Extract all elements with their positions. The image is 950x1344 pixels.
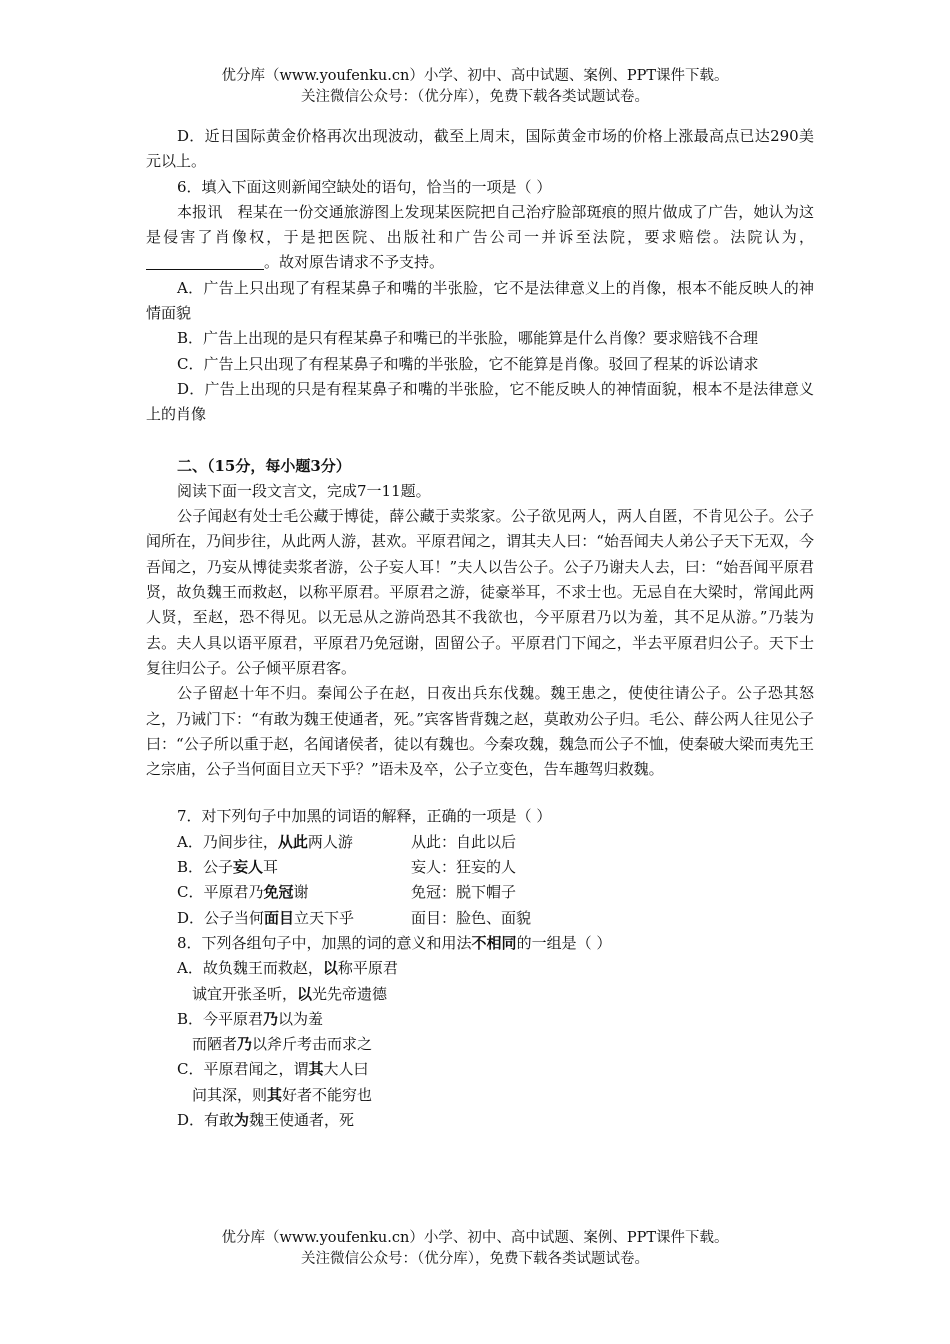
answer-blank bbox=[146, 253, 264, 270]
q7-option-b: B．公子妄人耳 妄人：狂妄的人 bbox=[146, 855, 814, 880]
q7-option-c: C．平原君乃免冠谢 免冠：脱下帽子 bbox=[146, 880, 814, 905]
q8-option-a-2: 诚宜开张圣听，以光先帝遗德 bbox=[192, 984, 388, 1003]
q6-stem: 6．填入下面这则新闻空缺处的语句，恰当的一项是（ ） bbox=[177, 177, 552, 196]
q6-option-b: B．广告上出现的是只有程某鼻子和嘴已的半张脸，哪能算是什么肖像？要求赔钱不合理 bbox=[177, 329, 759, 348]
q8-option-b-2: 而陋者乃以斧斤考击而求之 bbox=[192, 1035, 373, 1054]
q7-gloss-a: 从此：自此以后 bbox=[411, 832, 517, 851]
q6-option-d: D．广告上出现的只是有程某鼻子和嘴的半张脸，它不能反映人的神情面貌，根本不是法律意义上的肖像 bbox=[146, 379, 814, 424]
q6-news bbox=[146, 200, 814, 276]
q7-gloss-b: 妄人：狂妄的人 bbox=[411, 858, 517, 877]
q6-news-a: 本报讯 程某在一份交通旅游图上发现某医院把自己治疗脸部斑痕的照片做成了广告，她认为这是侵害了肖像权，于是把医院、出版社和广告公司一并诉至法院，要求赔偿。法院认为， bbox=[146, 202, 814, 247]
footer-line-1: 优分库（www.youfenku.cn）小学、初中、高中试题、案例、PPT课件下载。 bbox=[221, 1230, 729, 1246]
page-footer bbox=[0, 1228, 950, 1270]
header-line-1: 优分库（www.youfenku.cn）小学、初中、高中试题、案例、PPT课件下载。 bbox=[221, 68, 729, 84]
q7-gloss-d: 面目：脸色、面貌 bbox=[411, 908, 532, 927]
q8-option-c-1: C．平原君闻之，谓其大人曰 bbox=[177, 1060, 369, 1079]
section-2-intro: 阅读下面一段文言文，完成7一11题。 bbox=[177, 481, 431, 500]
passage-paragraph-1: 公子闻赵有处士毛公藏于博徒，薛公藏于卖浆家。公子欲见两人，两人自匿，不肯见公子。公子闻所在，乃间步往，从此两人游，甚欢。平原君闻之，谓其夫人曰：“始吾闻夫人弟公子天下无双，今吾闻之，乃妄从博徒卖浆者游，公子妄人耳！”夫人以告公子。公子乃谢夫人去，曰：“始吾闻平原君贤，故负魏王而救赵，以称平原君。平原君之游，徒豪举耳，不求士也。无忌自在大梁时，常闻此两人贤，至赵，恐不得见。以无忌从之游尚恐其不我欲也，今平原君乃以为羞，其不足从游。”乃装为去。夫人具以语平原君，平原君乃免冠谢，固留公子。平原君门下闻之，半去平原君归公子。天下士复往归公子。公子倾平原君客。 bbox=[146, 507, 814, 677]
q8-option-b-1: B．今平原君乃以为羞 bbox=[177, 1009, 324, 1028]
q8-option-a-1: A．故负魏王而救赵，以称平原君 bbox=[177, 959, 398, 978]
q6-option-a: A．广告上只出现了有程某鼻子和嘴的半张脸，它不是法律意义上的肖像，根本不能反映人的神情面貌 bbox=[146, 278, 814, 323]
page-header bbox=[0, 66, 950, 108]
q7-stem: 7．对下列句子中加黑的词语的解释，正确的一项是（ ） bbox=[177, 807, 552, 826]
q6-option-c: C．广告上只出现了有程某鼻子和嘴的半张脸，它不能算是肖像。驳回了程某的诉讼请求 bbox=[177, 354, 759, 373]
q6-news-b: 。故对原告请求不予支持。 bbox=[264, 253, 445, 272]
header-line-2: 关注微信公众号：（优分库），免费下载各类试题试卷。 bbox=[301, 89, 649, 105]
section-2-title: 二、（15分，每小题3分） bbox=[177, 456, 351, 475]
footer-line-2: 关注微信公众号：（优分库），免费下载各类试题试卷。 bbox=[301, 1251, 649, 1267]
q5-option-d: D．近日国际黄金价格再次出现波动，截至上周末，国际黄金市场的价格上涨最高点已达290美元以上。 bbox=[146, 127, 814, 171]
document-body bbox=[146, 124, 814, 1133]
q7-option-a: A．乃间步往，从此两人游 从此：自此以后 bbox=[146, 830, 814, 855]
q7-option-d: D．公子当何面目立天下乎 面目：脸色、面貌 bbox=[146, 906, 814, 931]
q7-gloss-c: 免冠：脱下帽子 bbox=[411, 883, 517, 902]
q8-option-d-1: D．有敢为魏王使通者，死 bbox=[177, 1110, 355, 1129]
passage-paragraph-2: 公子留赵十年不归。秦闻公子在赵，日夜出兵东伐魏。魏王患之，使使往请公子。公子恐其怒之，乃诫门下：“有敢为魏王使通者，死。”宾客皆背魏之赵，莫敢劝公子归。毛公、薛公两人往见公子曰：“公子所以重于赵，名闻诸侯者，徒以有魏也。今秦攻魏，魏急而公子不恤，使秦破大梁而夷先王之宗庙，公子当何面目立天下乎？”语未及卒，公子立变色，告车趣驾归救魏。 bbox=[146, 684, 814, 779]
q8-stem: 8．下列各组句子中，加黑的词的意义和用法不相同的一组是（ ） bbox=[177, 933, 612, 952]
q8-option-c-2: 问其深，则其好者不能穷也 bbox=[192, 1085, 373, 1104]
